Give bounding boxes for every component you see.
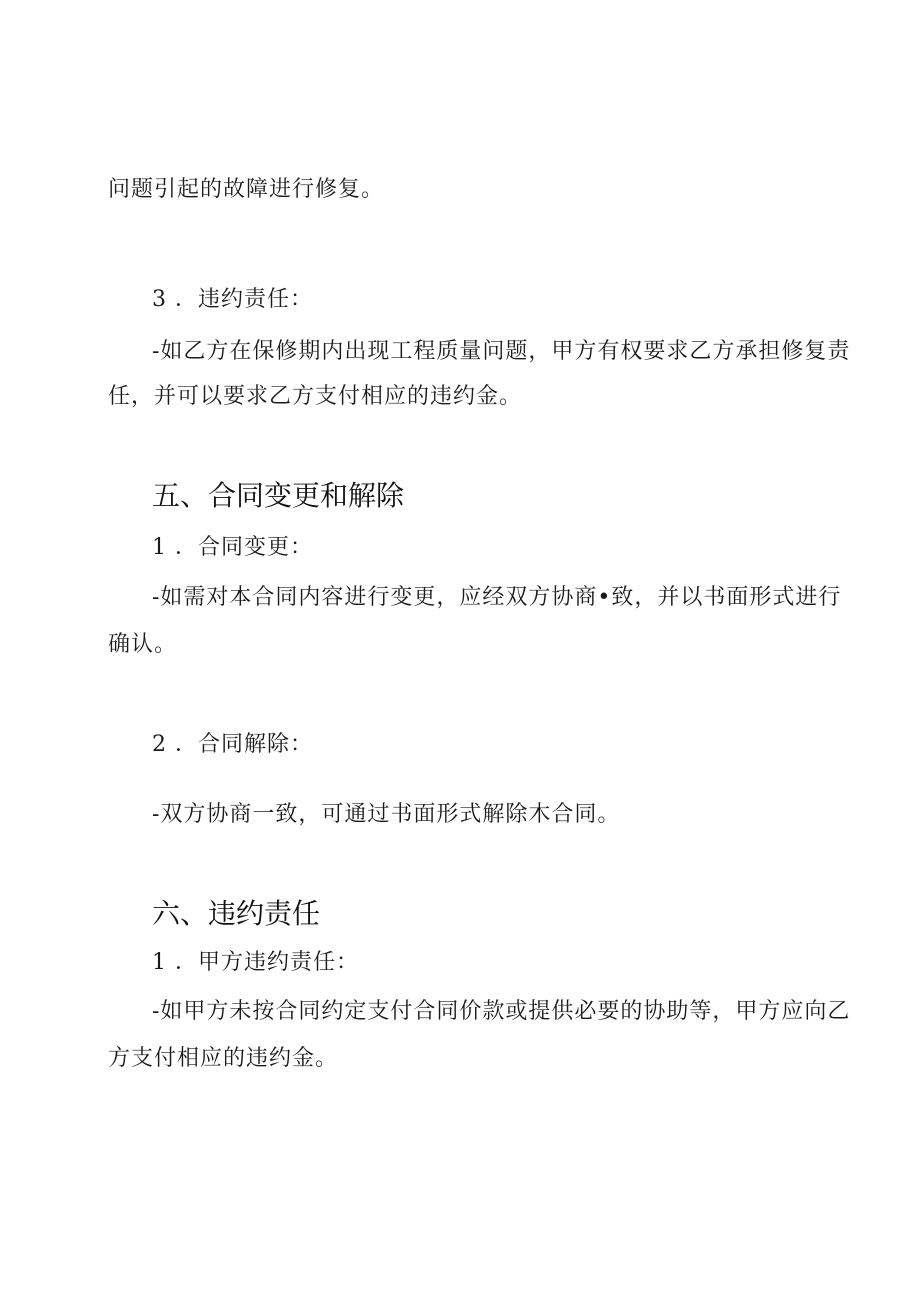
section-5-item-2-line-1: -双方协商一致，可通过书面形式解除木合同。 (152, 802, 621, 827)
clause-3-line-1: -如乙方在保修期内出现工程质量问题，甲方有权要求乙方承担修复责 (152, 339, 851, 364)
clause-3-title: 3 ．违约责任： (152, 287, 313, 312)
section-5-item-1-line-2: 确认。 (108, 632, 178, 657)
paragraph-line: 问题引起的故障进行修复。 (108, 177, 385, 202)
section-6-heading: 六、违约责任 (152, 897, 321, 930)
section-6-item-1-title: 1 ．甲方违约责任： (152, 950, 359, 975)
section-6-item-1-line-2: 方支付相应的违约金。 (108, 1046, 339, 1071)
section-5-heading: 五、合同变更和解除 (152, 479, 405, 512)
section-6-item-1-line-1: -如甲方未按合同约定支付合同价款或提供必要的协助等，甲方应向乙 (152, 999, 851, 1024)
section-5-item-2-title: 2 ．合同解除： (152, 732, 313, 757)
section-5-item-1-line-1: -如需对本合同内容进行变更，应经双方协商•致，并以书面形式进行 (152, 585, 842, 610)
section-5-item-1-title: 1 ．合同变更： (152, 535, 313, 560)
clause-3-line-2: 任，并可以要求乙方支付相应的违约金。 (108, 384, 523, 409)
